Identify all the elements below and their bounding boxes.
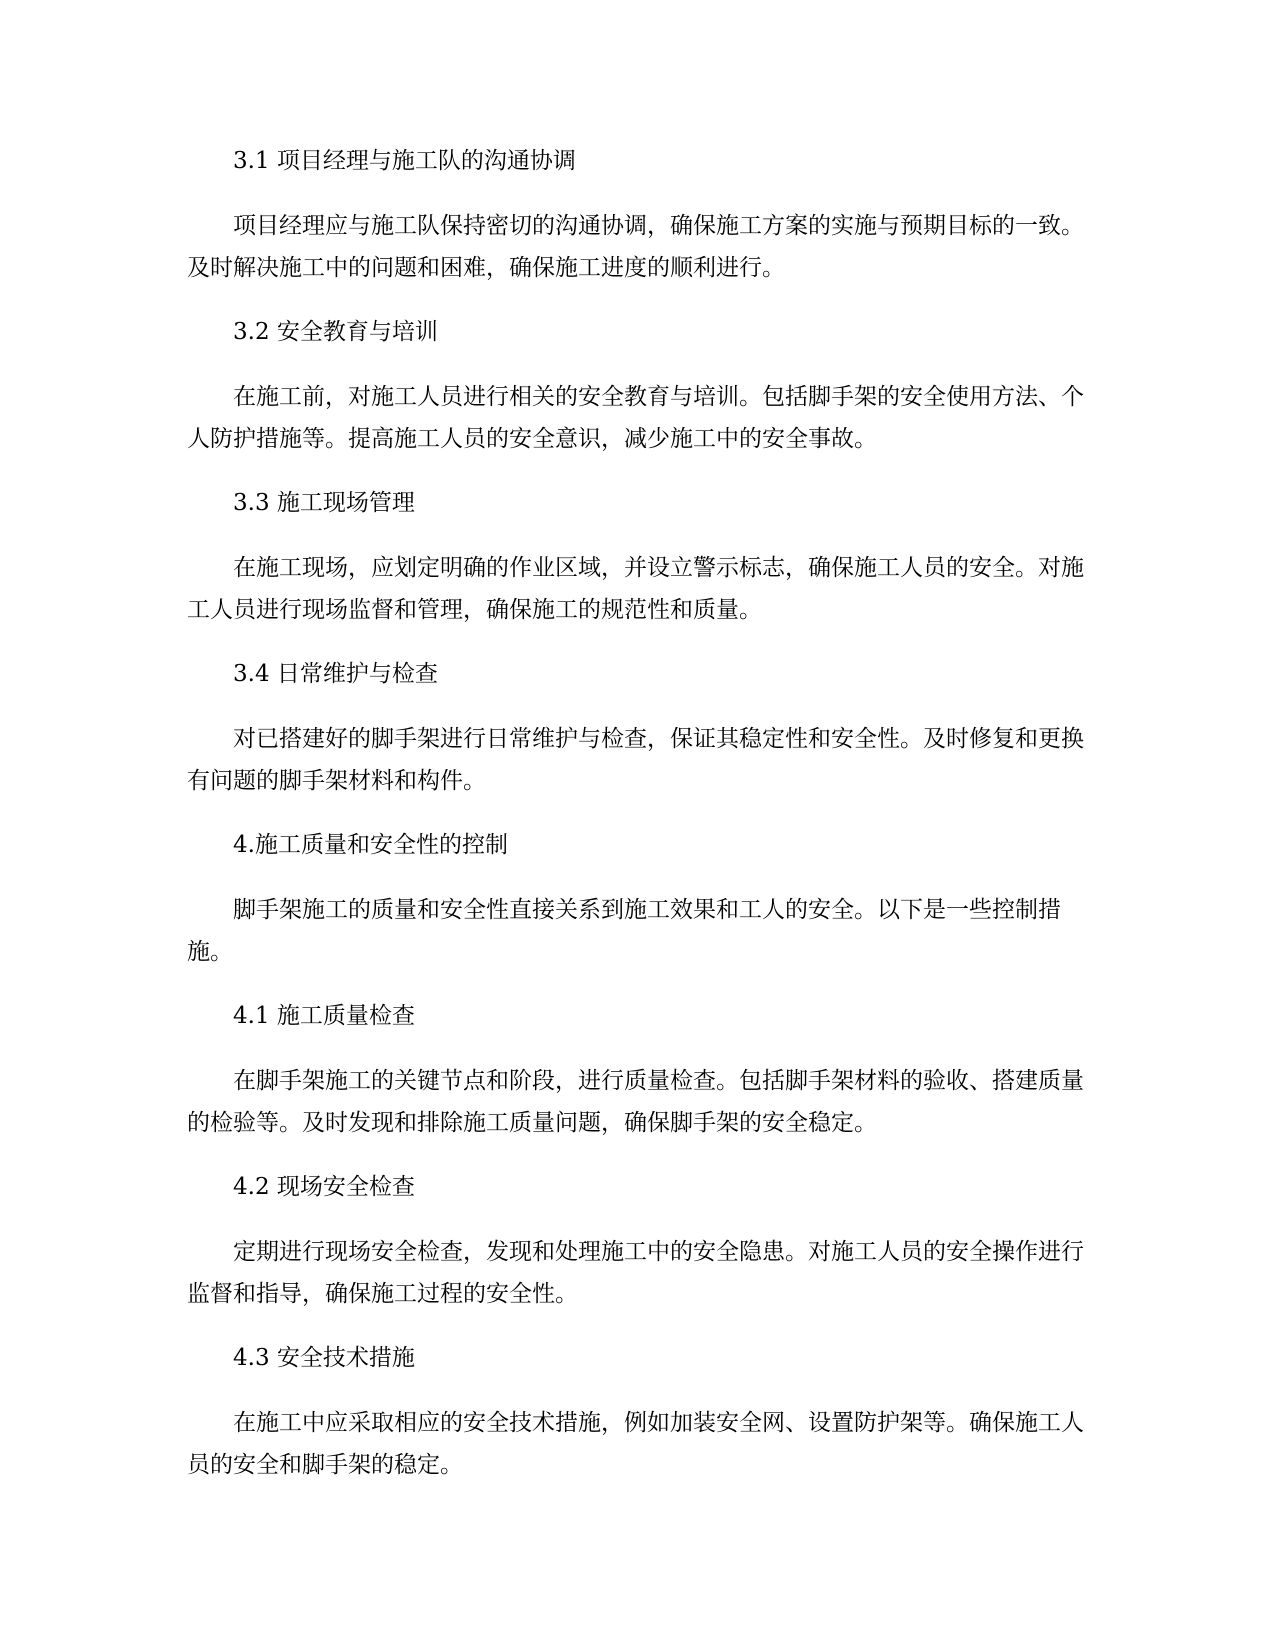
section-heading-3-4: 3.4 日常维护与检查 — [233, 661, 438, 687]
section-heading-4-2: 4.2 现场安全检查 — [233, 1174, 415, 1200]
section-heading-4-1: 4.1 施工质量检查 — [233, 1003, 415, 1029]
paragraph: 在施工前，对施工人员进行相关的安全教育与培训。包括脚手架的安全使用方法、个人防护措施等。提高施工人员的安全意识，减少施工中的安全事故。 — [187, 384, 1084, 452]
paragraph: 对已搭建好的脚手架进行日常维护与检查，保证其稳定性和安全性。及时修复和更换有问题的脚手架材料和构件。 — [187, 726, 1084, 794]
document-body — [187, 140, 1085, 1508]
section-heading-3-1: 3.1 项目经理与施工队的沟通协调 — [233, 148, 576, 174]
section-heading-3-3: 3.3 施工现场管理 — [233, 490, 415, 516]
section-heading-3-2: 3.2 安全教育与培训 — [233, 319, 438, 345]
paragraph: 在施工中应采取相应的安全技术措施，例如加装安全网、设置防护架等。确保施工人员的安全和脚手架的稳定。 — [187, 1410, 1084, 1478]
paragraph: 定期进行现场安全检查，发现和处理施工中的安全隐患。对施工人员的安全操作进行监督和指导，确保施工过程的安全性。 — [187, 1239, 1084, 1307]
section-heading-4-3: 4.3 安全技术措施 — [233, 1345, 415, 1371]
paragraph: 在施工现场，应划定明确的作业区域，并设立警示标志，确保施工人员的安全。对施工人员进行现场监督和管理，确保施工的规范性和质量。 — [187, 555, 1084, 623]
paragraph: 脚手架施工的质量和安全性直接关系到施工效果和工人的安全。以下是一些控制措施。 — [187, 897, 1061, 965]
paragraph: 在脚手架施工的关键节点和阶段，进行质量检查。包括脚手架材料的验收、搭建质量的检验等。及时发现和排除施工质量问题，确保脚手架的安全稳定。 — [187, 1068, 1084, 1136]
paragraph: 项目经理应与施工队保持密切的沟通协调，确保施工方案的实施与预期目标的一致。及时解决施工中的问题和困难，确保施工进度的顺利进行。 — [187, 213, 1084, 281]
section-heading-4: 4.施工质量和安全性的控制 — [233, 832, 508, 858]
